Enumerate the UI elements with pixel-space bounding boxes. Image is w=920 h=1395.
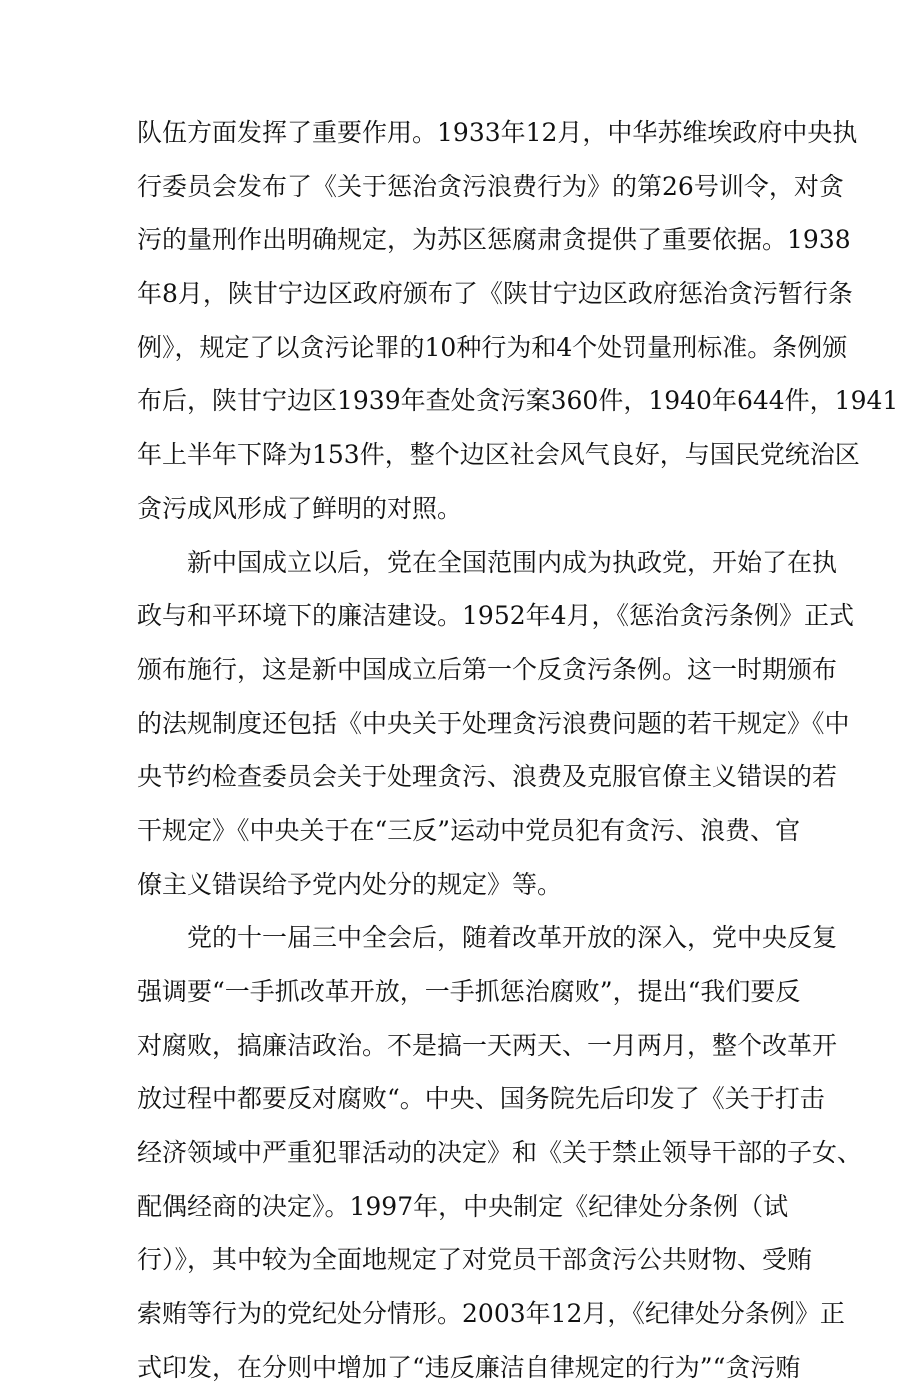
paragraph-line: 颁布施行，这是新中国成立后第一个反贪污条例。这一时期颁布 xyxy=(137,654,838,684)
paragraph-line: 党的十一届三中全会后，随着改革开放的深入，党中央反复 xyxy=(187,923,838,953)
paragraph-line: 强调要“一手抓改革开放，一手抓惩治腐败”，提出“我们要反 xyxy=(137,977,801,1006)
paragraph-line: 年8月，陕甘宁边区政府颁布了《陕甘宁边区政府惩治贪污暂行条 xyxy=(137,279,853,309)
paragraph-line: 行委员会发布了《关于惩治贪污浪费行为》的第26号训令，对贪 xyxy=(137,171,844,201)
paragraph-line: 干规定》《中央关于在“三反”运动中党员犯有贪污、浪费、官 xyxy=(137,815,801,845)
document-body xyxy=(137,106,899,1395)
paragraph-line: 例》，规定了以贪污论罪的10种行为和4个处罚量刑标准。条例颁 xyxy=(137,332,848,362)
paragraph-line: 放过程中都要反对腐败“。中央、国务院先后印发了《关于打击 xyxy=(137,1084,825,1114)
paragraph-line: 贪污成风形成了鲜明的对照。 xyxy=(137,493,463,523)
paragraph-line: 对腐败，搞廉洁政治。不是搞一天两天、一月两月，整个改革开 xyxy=(137,1030,838,1060)
paragraph-line: 布后，陕甘宁边区1939年查处贪污案360件，1940年644件，1941 xyxy=(137,386,899,416)
paragraph-line: 污的量刑作出明确规定，为苏区惩腐肃贪提供了重要依据。1938 xyxy=(137,225,851,255)
paragraph-line: 年上半年下降为153件，整个边区社会风气良好，与国民党统治区 xyxy=(137,440,860,470)
paragraph-line: 式印发，在分则中增加了“违反廉洁自律规定的行为”“贪污贿 xyxy=(137,1352,801,1382)
paragraph-line: 行）》，其中较为全面地规定了对党员干部贪污公共财物、受贿 xyxy=(137,1245,813,1275)
paragraph-line: 央节约检查委员会关于处理贪污、浪费及克服官僚主义错误的若 xyxy=(137,762,838,792)
paragraph-line: 配偶经商的决定》。1997年，中央制定《纪律处分条例（试 xyxy=(137,1191,789,1221)
paragraph-line: 僚主义错误给予党内处分的规定》等。 xyxy=(137,869,563,899)
paragraph-line: 经济领域中严重犯罪活动的决定》和《关于禁止领导干部的子女、 xyxy=(137,1138,863,1168)
paragraph-line: 的法规制度还包括《中央关于处理贪污浪费问题的若干规定》《中 xyxy=(137,708,850,738)
paragraph-line: 索贿等行为的党纪处分情形。2003年12月，《纪律处分条例》正 xyxy=(137,1299,845,1329)
paragraph-line: 政与和平环境下的廉洁建设。1952年4月，《惩治贪污条例》正式 xyxy=(137,601,855,631)
paragraph-line: 队伍方面发挥了重要作用。1933年12月，中华苏维埃政府中央执 xyxy=(137,118,858,147)
paragraph-line: 新中国成立以后，党在全国范围内成为执政党，开始了在执 xyxy=(187,547,838,577)
